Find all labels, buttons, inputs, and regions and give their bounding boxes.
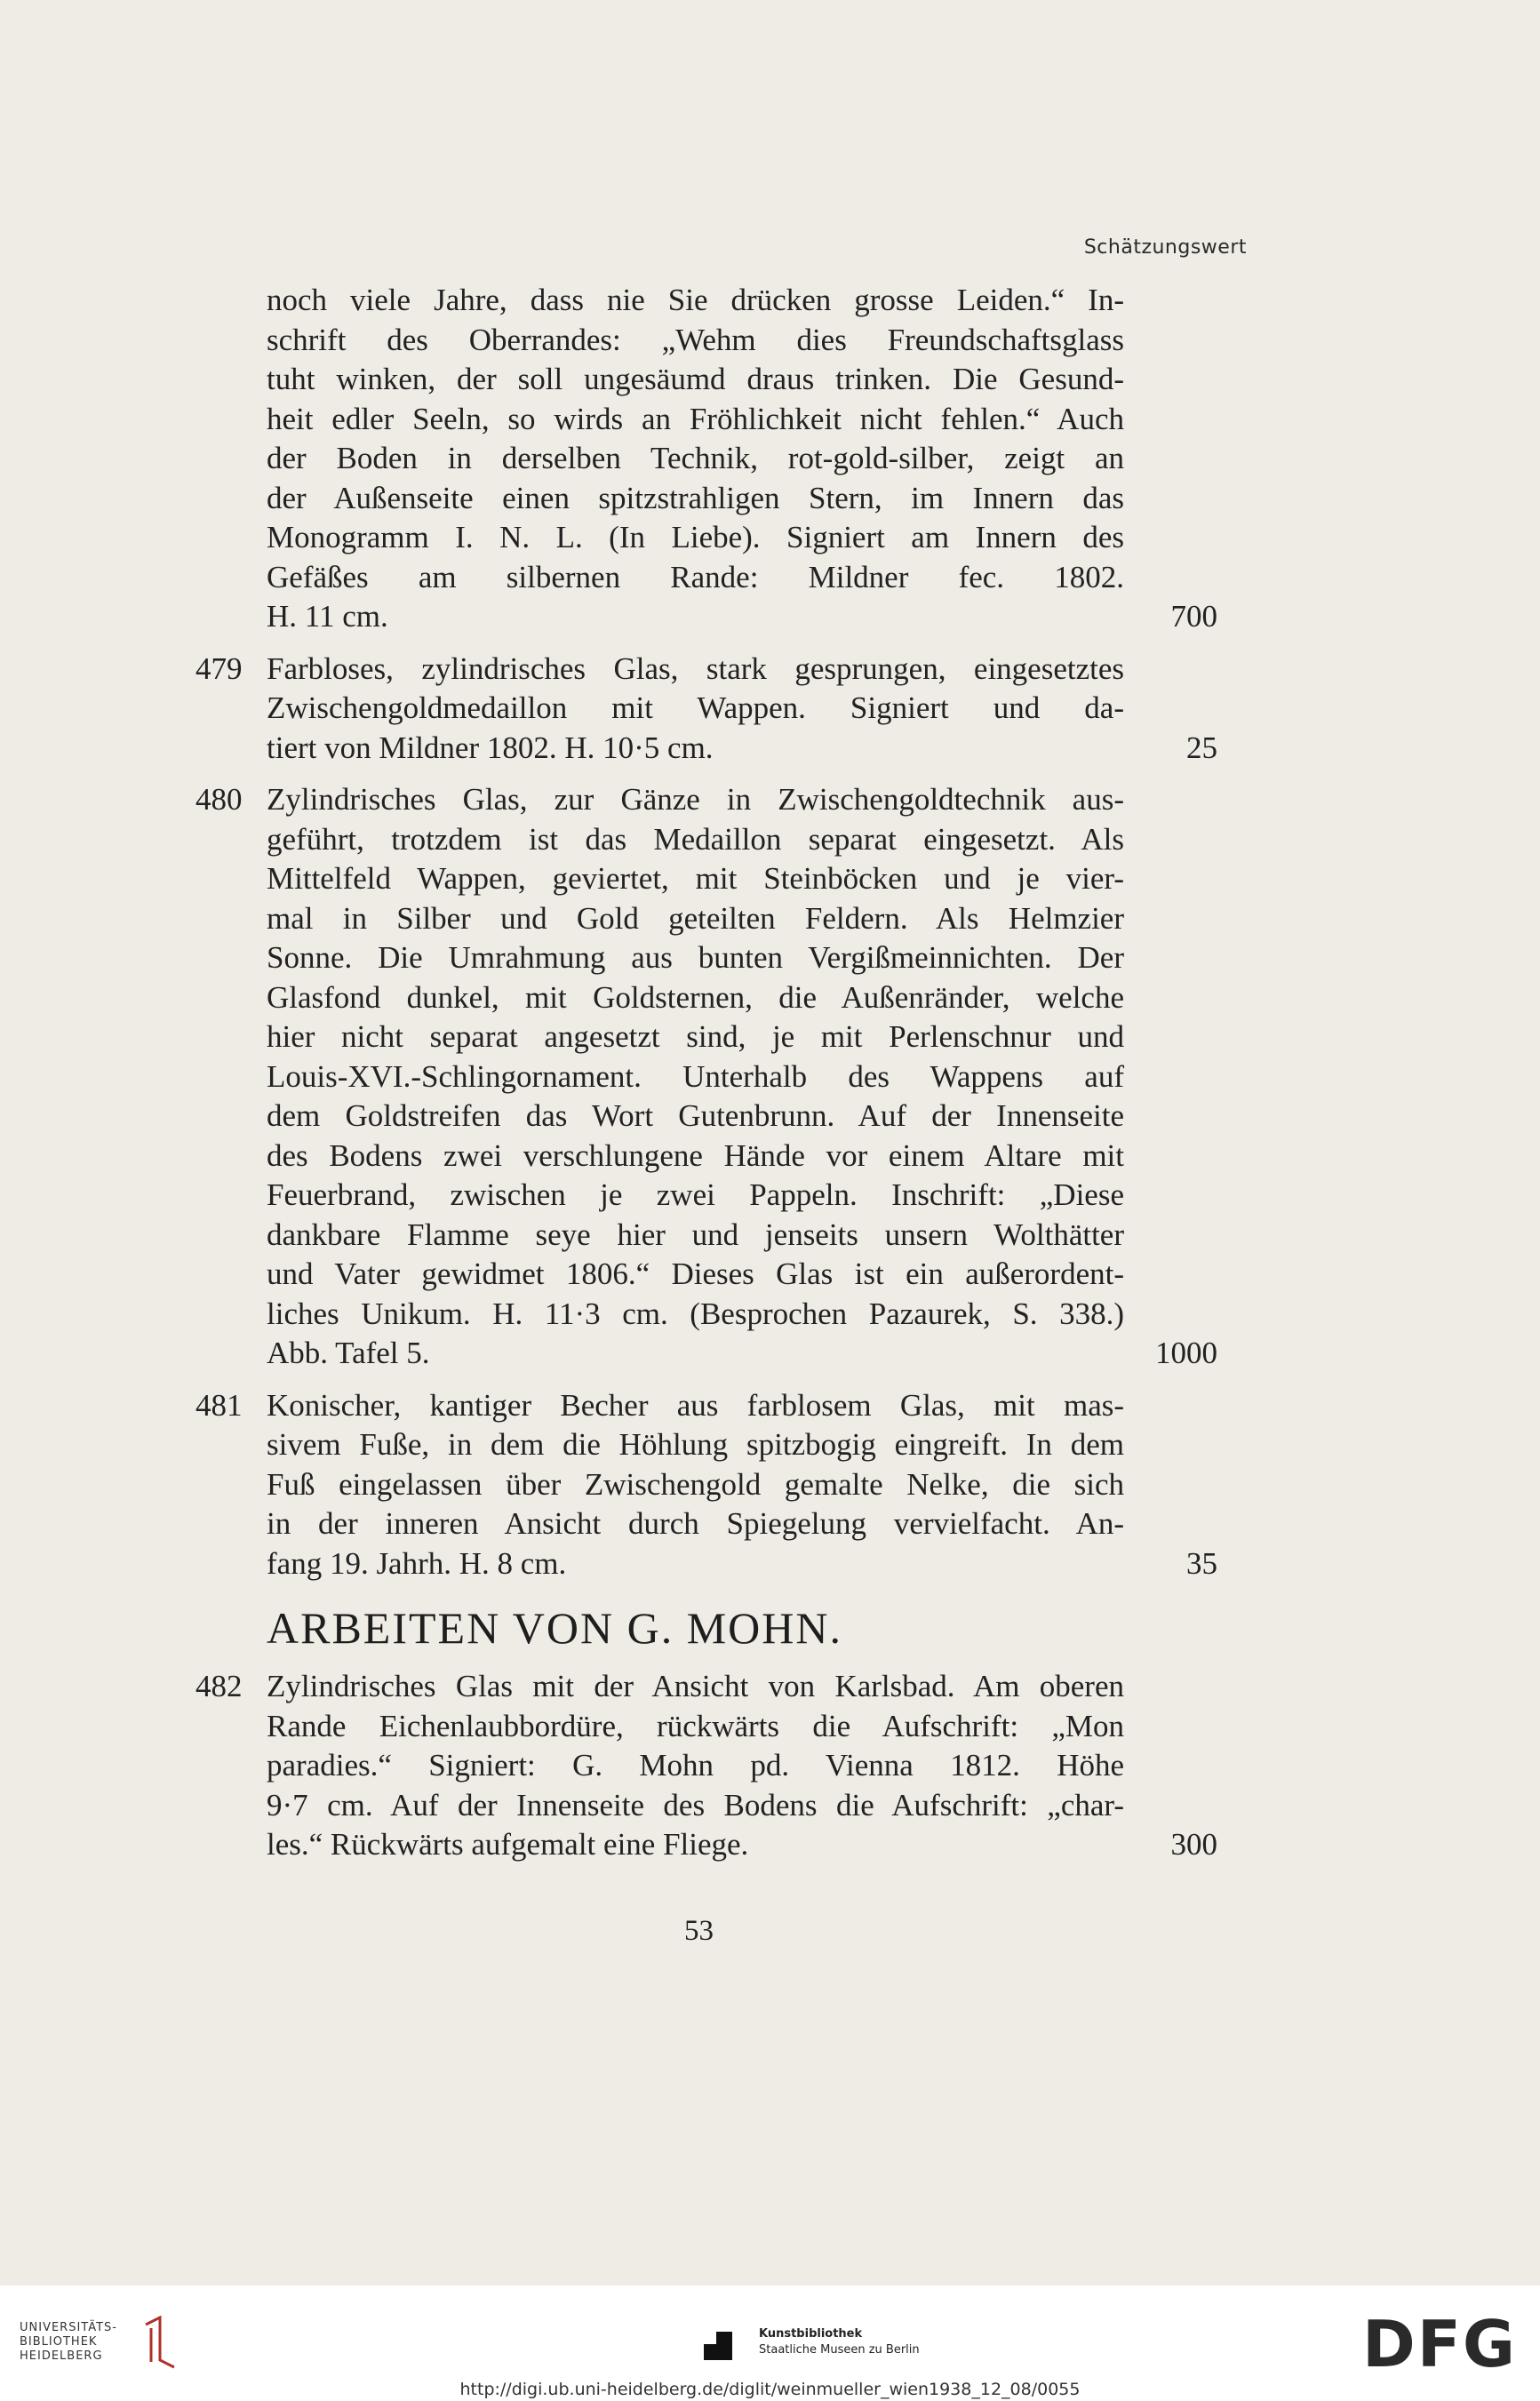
text-line: Mittelfeld Wappen, geviertet, mit Steinböcken und je vier-: [267, 861, 1124, 896]
text-line: schrift des Oberrandes: „Wehm dies Freundschaftsglass: [267, 322, 1124, 357]
entry-price: 1000: [1155, 1336, 1217, 1370]
text-line: Gefäßes am silbernen Rande: Mildner fec. 1802.: [267, 559, 1124, 594]
text-line: heit edler Seeln, so wirds an Fröhlichkeit nicht fehlen.“ Auch: [267, 401, 1124, 436]
catalog-entry: [195, 650, 1217, 769]
text-line: hier nicht separat angesetzt sind, je mit Perlenschnur und: [267, 1019, 1124, 1054]
text-line: H. 11 cm.: [267, 599, 388, 634]
permalink-url[interactable]: http://digi.ub.uni-heidelberg.de/diglit/weinmueller_wien1938_12_08/0055: [459, 2380, 1081, 2399]
entry-price: 35: [1186, 1545, 1217, 1581]
entry-text: [267, 1667, 1124, 1865]
ub-logo-line: UNIVERSITÄTS-: [20, 2321, 117, 2334]
catalog-entry: [195, 780, 1217, 1374]
entry-text: [267, 780, 1124, 1374]
text-line: sivem Fuße, in dem die Höhlung spitzbogig eingreift. In dem: [267, 1427, 1124, 1462]
catalog-entry-continuation: [267, 281, 1217, 637]
text-line: tuht winken, der soll ungesäumd draus trinken. Die Gesund-: [267, 362, 1124, 396]
entry-price: 700: [1170, 599, 1217, 634]
lot-number: 479: [195, 650, 243, 686]
dfg-logo[interactable]: DFG: [1361, 2307, 1517, 2381]
lot-number: 481: [195, 1387, 243, 1423]
text-line: paradies.“ Signiert: G. Mohn pd. Vienna 1812. Höhe: [267, 1748, 1124, 1783]
entry-text: [267, 650, 1124, 769]
text-line: in der inneren Ansicht durch Spiegelung vervielfacht. An-: [267, 1506, 1124, 1541]
text-line: mal in Silber und Gold geteilten Feldern. Als Helmzier: [267, 900, 1124, 936]
text-line: noch viele Jahre, dass nie Sie drücken grosse Leiden.“ In-: [267, 283, 1124, 317]
kb-title: Kunstbibliothek: [759, 2327, 863, 2341]
ub-heidelberg-logo[interactable]: [20, 2321, 117, 2364]
text-line: Abb. Tafel 5.: [267, 1336, 430, 1370]
kunstbibliothek-icon: [702, 2330, 734, 2362]
catalog-content: [195, 281, 1217, 1878]
text-line: des Bodens zwei verschlungene Hände vor einem Altare mit: [267, 1137, 1124, 1173]
entry-text: [267, 1386, 1124, 1584]
kb-subtitle: Staatliche Museen zu Berlin: [759, 2343, 920, 2357]
text-line: Louis-XVI.-Schlingornament. Unterhalb des Wappens auf: [267, 1058, 1124, 1094]
kunstbibliothek-logo[interactable]: [702, 2319, 986, 2373]
text-line: fang 19. Jahrh. H. 8 cm.: [267, 1545, 567, 1581]
lot-number: 480: [195, 782, 243, 817]
entry-text: [267, 281, 1124, 637]
text-line: dankbare Flamme seye hier und jenseits unsern Wolthätter: [267, 1216, 1124, 1252]
section-title: ARBEITEN VON G. MOHN.: [267, 1603, 843, 1653]
text-line: der Boden in derselben Technik, rot-gold-silber, zeigt an: [267, 441, 1124, 475]
ub-logo-line: BIBLIOTHEK: [20, 2335, 98, 2349]
text-line: Glasfond dunkel, mit Goldsternen, die Außenränder, welche: [267, 979, 1124, 1015]
text-line: Sonne. Die Umrahmung aus bunten Vergißmeinnichten. Der: [267, 940, 1124, 975]
text-line: les.“ Rückwärts aufgemalt eine Fliege.: [267, 1827, 749, 1862]
catalog-entry: [195, 1667, 1217, 1865]
text-line: Monogramm I. N. L. (In Liebe). Signiert am Innern des: [267, 520, 1124, 554]
ub-mark-icon: [142, 2316, 178, 2369]
page-number: 53: [684, 1915, 714, 1947]
text-line: 9·7 cm. Auf der Innenseite des Bodens die Aufschrift: „char-: [267, 1787, 1124, 1823]
text-line: dem Goldstreifen das Wort Gutenbrunn. Auf der Innenseite: [267, 1098, 1124, 1133]
lot-number: 482: [195, 1669, 243, 1703]
text-line: Rande Eichenlaubbordüre, rückwärts die Aufschrift: „Mon: [267, 1708, 1124, 1743]
footer-bar: [0, 2285, 1540, 2401]
text-line: Fuß eingelassen über Zwischengold gemalte Nelke, die sich: [267, 1466, 1124, 1502]
section-entries: [195, 1667, 1217, 1865]
catalog-entry: [195, 1386, 1217, 1584]
text-line: Zylindrisches Glas, zur Gänze in Zwischengoldtechnik aus-: [267, 782, 1124, 817]
text-line: geführt, trotzdem ist das Medaillon separat eingesetzt. Als: [267, 821, 1124, 857]
text-line: Feuerbrand, zwischen je zwei Pappeln. Inschrift: „Diese: [267, 1177, 1124, 1212]
entry-price: 300: [1170, 1827, 1217, 1862]
text-line: liches Unikum. H. 11·3 cm. (Besprochen Pazaurek, S. 338.): [267, 1296, 1124, 1331]
text-line: tiert von Mildner 1802. H. 10·5 cm.: [267, 730, 714, 765]
entry-price: 25: [1186, 730, 1217, 765]
text-line: Farbloses, zylindrisches Glas, stark gesprungen, eingesetztes: [267, 650, 1124, 686]
ub-logo-line: HEIDELBERG: [20, 2349, 103, 2363]
text-line: Zwischengoldmedaillon mit Wappen. Signiert und da-: [267, 690, 1124, 725]
text-line: Konischer, kantiger Becher aus farblosem Glas, mit mas-: [267, 1387, 1124, 1423]
text-line: und Vater gewidmet 1806.“ Dieses Glas ist ein außerordent-: [267, 1256, 1124, 1291]
column-header: Schätzungswert: [1083, 236, 1247, 259]
text-line: Zylindrisches Glas mit der Ansicht von Karlsbad. Am oberen: [267, 1669, 1124, 1703]
catalog-entries: [195, 650, 1217, 1584]
text-line: der Außenseite einen spitzstrahligen Stern, im Innern das: [267, 480, 1124, 515]
